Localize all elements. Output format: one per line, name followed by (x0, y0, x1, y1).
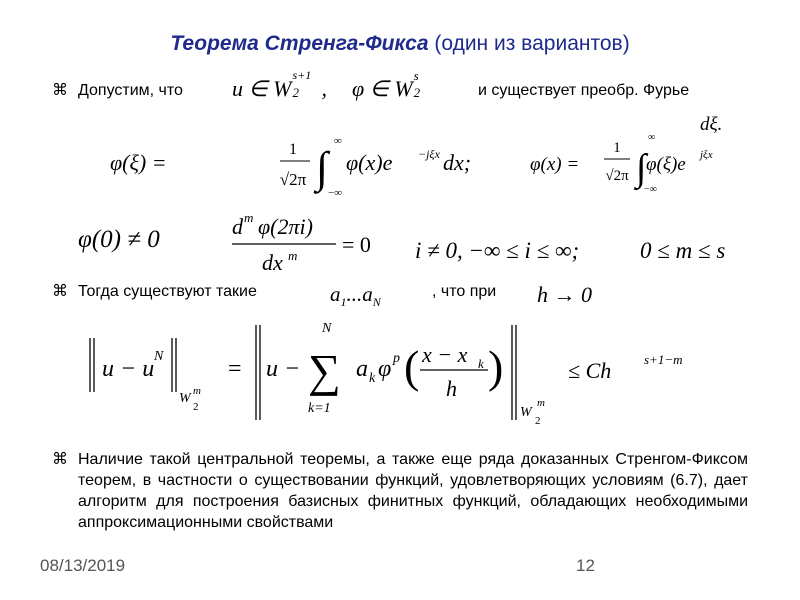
rhs-norm-sub-2: 2 (535, 415, 541, 427)
deriv-num-body: φ(2πi) (258, 214, 313, 239)
fourier-body: φ(x)e (346, 150, 393, 175)
condition-phi: φ ∈ W s 2 (352, 68, 421, 101)
inverse-frac-num: 1 (613, 140, 621, 156)
fourier-integral-sign: ∫ (316, 143, 329, 192)
m-conditions: 0 ≤ m ≤ s (640, 238, 726, 263)
deriv-num-d: d (232, 214, 243, 239)
rhs-norm-sub-w: W (520, 405, 532, 420)
fourier-lhs: φ(ξ) = (110, 150, 167, 175)
fourier-exp: −jξx (418, 147, 440, 161)
line2-middle: , что при (432, 283, 497, 300)
sum-lower: k=1 (308, 401, 331, 416)
inverse-exp: jξx (700, 149, 713, 161)
lhs-norm-sub-m: m (193, 385, 201, 397)
norm-inequality (80, 320, 720, 430)
norm-lhs-sup: N (154, 349, 164, 364)
sum-phi: φ (378, 356, 392, 382)
inverse-dxi: dξ. (700, 114, 723, 135)
norm-lhs: u − u (102, 356, 155, 382)
line1-prefix: Допустим, что (78, 82, 183, 99)
frac-num-sub: k (478, 356, 484, 371)
fourier-frac-den: √2π (279, 170, 307, 189)
line2-prefix: Тогда существуют такие (78, 283, 257, 300)
footer-date: 08/13/2019 (40, 556, 126, 575)
condition-u: u ∈ W s+1 2 , (232, 68, 327, 101)
deriv-den: dx (262, 250, 283, 275)
sum-phi-sup: p (393, 351, 400, 366)
bullet-icon: ⌘ (52, 80, 68, 99)
deriv-num-sup: m (244, 210, 254, 225)
bullet-icon: ⌘ (52, 281, 68, 300)
sum-term: a (356, 356, 368, 382)
fourier-formulas (100, 130, 700, 200)
title-bold: Теорема Стренга-Фикса (170, 32, 429, 55)
deriv-den-sup: m (288, 248, 298, 263)
bullet-icon: ⌘ (52, 449, 68, 468)
derivative-condition (228, 208, 398, 280)
sum-upper: N (322, 321, 332, 336)
frac-den: h (446, 376, 457, 401)
sum-term-sub: k (369, 371, 376, 386)
lhs-norm-sub-w: W (179, 391, 191, 406)
open-paren: ( (404, 341, 420, 392)
cond-phi0: φ(0) ≠ 0 (78, 226, 160, 253)
fourier-int-upper: ∞ (334, 135, 342, 147)
fourier-dx: dx; (443, 150, 472, 175)
frac-num: x − x (422, 342, 468, 367)
equals: = (228, 356, 242, 382)
title-rest: (один из вариантов) (428, 32, 630, 55)
inverse-int-upper: ∞ (648, 132, 656, 143)
bound: ≤ Ch (568, 358, 612, 383)
page-number: 12 (576, 556, 595, 575)
fourier-frac-num: 1 (289, 141, 297, 158)
norm-rhs-u: u − (266, 356, 301, 382)
bound-sup: s+1−m (644, 352, 683, 367)
inverse-body: φ(ξ)e (646, 154, 686, 175)
fourier-int-lower: −∞ (328, 187, 343, 199)
line1-suffix: и существует преобр. Фурье (478, 82, 690, 99)
conclusion-paragraph: Наличие такой центральной теоремы, а также еще ряда доказанных Стренгом-Фиксом теорем, в частности о существовании функций, удовлетворяющих условиям (6.7), дает алгоритм для построения базисных финитных функций, обладающих необходимыми аппроксимационными свойствами (78, 451, 748, 531)
inverse-tail2 (700, 114, 800, 200)
rhs-norm-sub-m: m (537, 397, 545, 409)
coefficients: $a_1...a_N$ (330, 282, 381, 310)
close-paren: ) (488, 341, 504, 392)
slide-title (0, 32, 800, 56)
inverse-int-lower: −∞ (644, 184, 657, 195)
i-conditions: i ≠ 0, −∞ ≤ i ≤ ∞; (415, 238, 580, 263)
inverse-lhs: φ(x) = (530, 154, 580, 175)
lhs-norm-sub-2: 2 (193, 401, 199, 413)
deriv-rhs: = 0 (342, 232, 371, 257)
inverse-frac-den: √2π (605, 168, 629, 184)
limit: h → 0 (537, 282, 592, 307)
inverse-integral-sign: ∫ (636, 147, 647, 189)
sum-symbol: ∑ (308, 345, 341, 396)
